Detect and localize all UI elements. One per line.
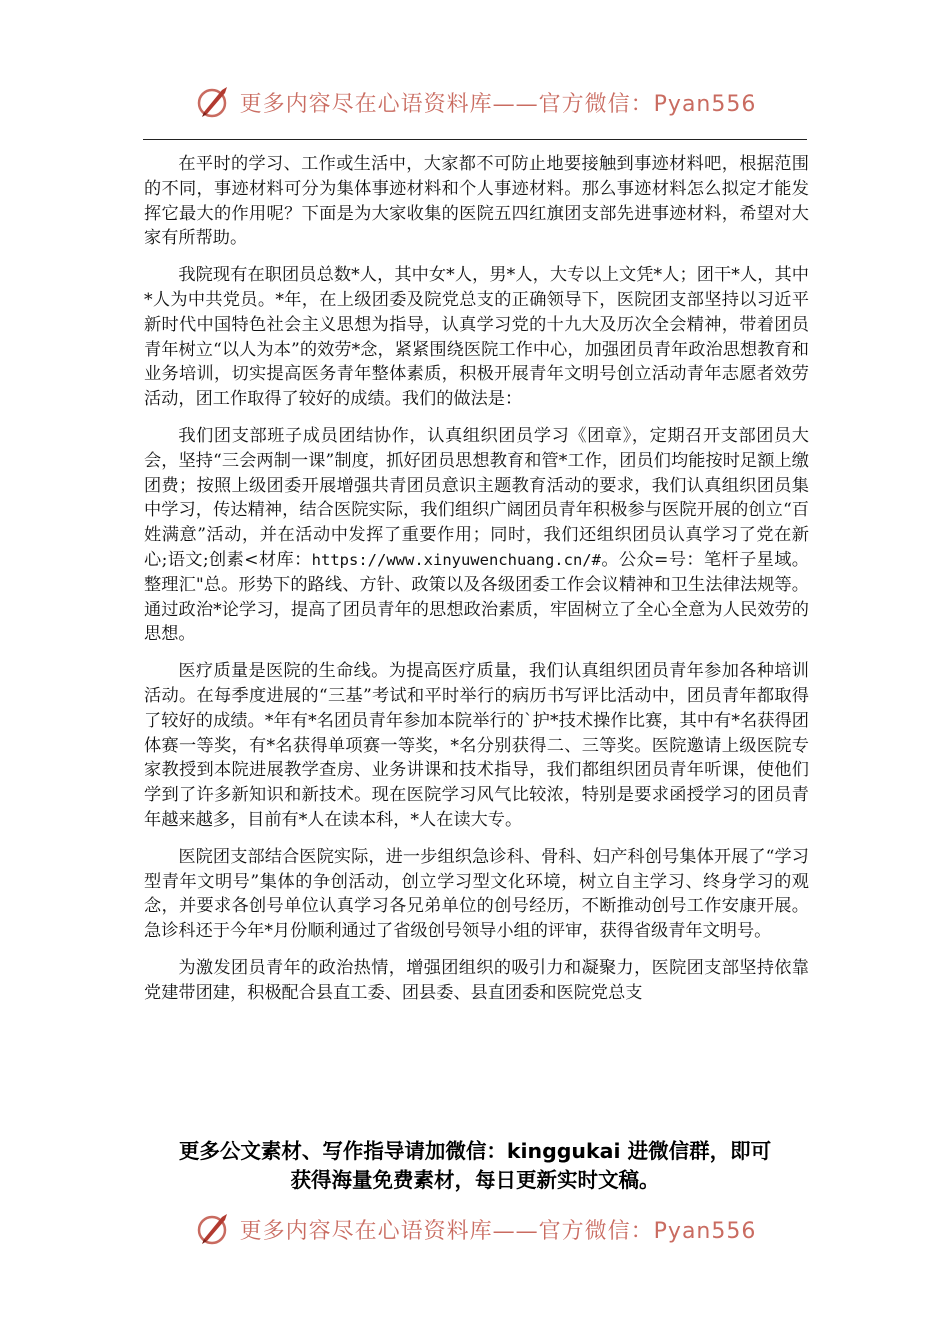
footer-contact-label: 官方微信： [538, 1218, 654, 1244]
pen-logo-icon [194, 82, 234, 122]
footer-contact-id: Pyan556 [653, 1218, 757, 1244]
footer-banner [0, 1207, 950, 1251]
header-banner [0, 80, 950, 124]
header-separator: —— [492, 91, 539, 117]
paragraph-civilization: 医院团支部结合医院实际，进一步组织急诊科、骨科、妇产科创号集体开展了“学习型青年文明号”集体的争创活动，创立学习型文化环境，树立自主学习、终身学习的观念，并要求各创号单位认真学习各兄弟单位的创号经历，不断推动创号工作安康开展。急诊科还于今年*月份顺利通过了省级创号领导小组的评审，获得省级青年文明号。 [144, 846, 809, 942]
header-site-name: 更多内容尽在心语资料库 [239, 91, 493, 117]
promo-line-1: 更多公文素材、写作指导请加微信：kinggukai 进微信群，即可 [178, 1139, 772, 1163]
document-body [144, 152, 809, 1018]
promo-block [120, 1137, 830, 1195]
promo-line-2: 获得海量免费素材，每日更新实时文稿。 [290, 1168, 660, 1192]
pen-logo-icon [194, 1209, 234, 1249]
paragraph-overview: 我院现有在职团员总数*人，其中女*人，男*人，大专以上文凭*人；团干*人，其中*人为中共党员。*年，在上级团委及院党总支的正确领导下，医院团支部坚持以习近平新时代中国特色社会主义思想为指导，认真学习党的十九大及历次全会精神，带着团员青年树立“以人为本”的效劳*念，紧紧围绕医院工作中心，加强团员青年政治思想教育和业务培训，切实提高医务青年整体素质，积极开展青年文明号创立活动青年志愿者效劳活动，团工作取得了较好的成绩。我们的做法是： [144, 265, 809, 410]
footer-site-name: 更多内容尽在心语资料库 [239, 1218, 493, 1244]
header-banner-text [240, 87, 757, 118]
header-divider [143, 139, 807, 140]
header-contact-label: 官方微信： [538, 91, 654, 117]
paragraph-quality: 医疗质量是医院的生命线。为提高医疗质量，我们认真组织团员青年参加各种培训活动。在每季度进展的“三基”考试和平时举行的病历书写评比活动中，团员青年都取得了较好的成绩。*年有*名团员青年参加本院举行的`护*技术操作比赛，其中有*名获得团体赛一等奖，有*名获得单项赛一等奖，*名分别获得二、三等奖。医院邀请上级医院专家教授到本院进展教学查房、业务讲课和技术指导，我们都组织团员青年听课，使他们学到了许多新知识和新技术。现在医院学习风气比较浓，特别是要求函授学习的团员青年越来越多，目前有*人在读本科，*人在读大专。 [144, 661, 809, 830]
resource-url: https://www.xinyuwenchuang.cn/# [311, 550, 601, 569]
header-contact-id: Pyan556 [653, 91, 757, 117]
paragraph-study [144, 424, 809, 647]
paragraph-study-text-2: 。公众=号：笔杆子星域。整理汇"总。形势下的路线、方针、政策以及各级团委工作会议精神和卫生法律法规等。通过政治*论学习，提高了团员青年的思想政治素质，牢固树立了全心全意为人民效劳的思想。 [144, 549, 809, 645]
paragraph-study-text-1: 我们团支部班子成员团结协作，认真组织团员学习《团章》，定期召开支部团员大会，坚持“三会两制一课”制度，抓好团员思想教育和管*工作，团员们均能按时足额上缴团费；按照上级团委开展增强共青团员意识主题教育活动的要求，我们认真组织团员集中学习，传达精神，结合医院实际，我们组织广阔团员青年积极参与医院开展的创立“百姓满意”活动，并在活动中发挥了重要作用；同时，我们还组织团员认真学习了党在新心;语文;创素<材库： [144, 425, 809, 570]
footer-banner-text [240, 1214, 757, 1245]
paragraph-intro: 在平时的学习、工作或生活中，大家都不可防止地要接触到事迹材料吧，根据范围的不同，事迹材料可分为集体事迹材料和个人事迹材料。那么事迹材料怎么拟定才能发挥它最大的作用呢？下面是为大家收集的医院五四红旗团支部先进事迹材料，希望对大家有所帮助。 [144, 154, 809, 249]
paragraph-political: 为激发团员青年的政治热情，增强团组织的吸引力和凝聚力，医院团支部坚持依靠党建带团建，积极配合县直工委、团县委、县直团委和医院党总支 [144, 957, 809, 1003]
footer-separator: —— [492, 1218, 539, 1244]
